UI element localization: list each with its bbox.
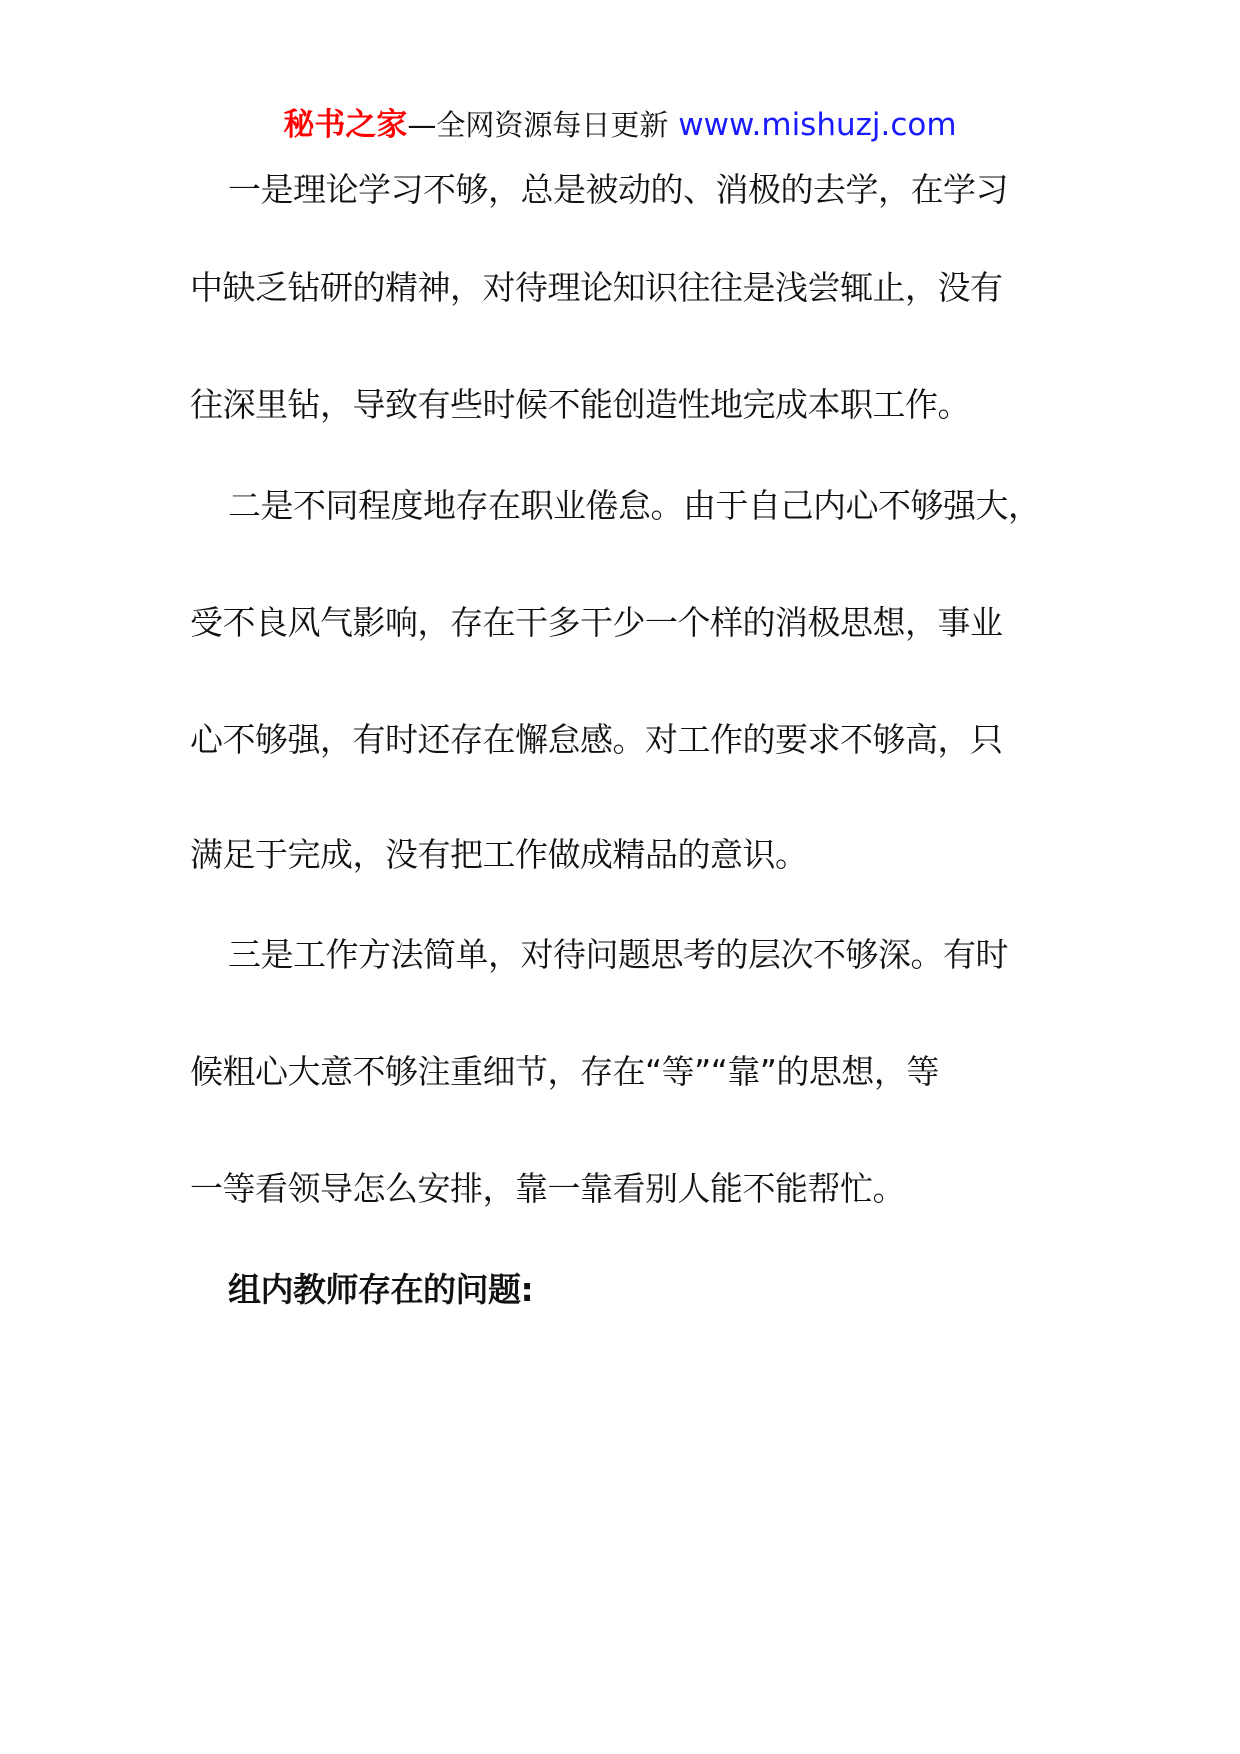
site-url-link[interactable]: www.mishuzj.com (678, 107, 957, 143)
paragraph-2-line-1: 二是不同程度地存在职业倦怠。由于自己内心不够强大， (228, 486, 1041, 525)
paragraph-2-line-3: 心不够强，有时还存在懈怠感。对工作的要求不够高，只 (190, 720, 1003, 759)
paragraph-1-line-2: 中缺乏钻研的精神，对待理论知识往往是浅尝辄止，没有 (190, 268, 1003, 307)
site-brand: 秘书之家 (283, 107, 408, 143)
paragraph-1-line-3: 往深里钻，导致有些时候不能创造性地完成本职工作。 (190, 385, 970, 424)
paragraph-3-line-3: 一等看领导怎么安排，靠一靠看别人能不能帮忙。 (190, 1169, 905, 1208)
section-heading: 组内教师存在的问题: (228, 1270, 534, 1309)
paragraph-2-line-4: 满足于完成，没有把工作做成精品的意识。 (190, 835, 808, 874)
site-header (0, 100, 1240, 150)
site-tagline: —全网资源每日更新 (407, 108, 669, 142)
paragraph-1-line-1: 一是理论学习不够，总是被动的、消极的去学，在学习 (228, 170, 1008, 209)
paragraph-3-line-1: 三是工作方法简单，对待问题思考的层次不够深。有时 (228, 935, 1008, 974)
paragraph-2-line-2: 受不良风气影响，存在干多干少一个样的消极思想，事业 (190, 603, 1003, 642)
paragraph-3-line-2: 候粗心大意不够注重细节，存在“等”“靠”的思想，等 (190, 1052, 939, 1091)
